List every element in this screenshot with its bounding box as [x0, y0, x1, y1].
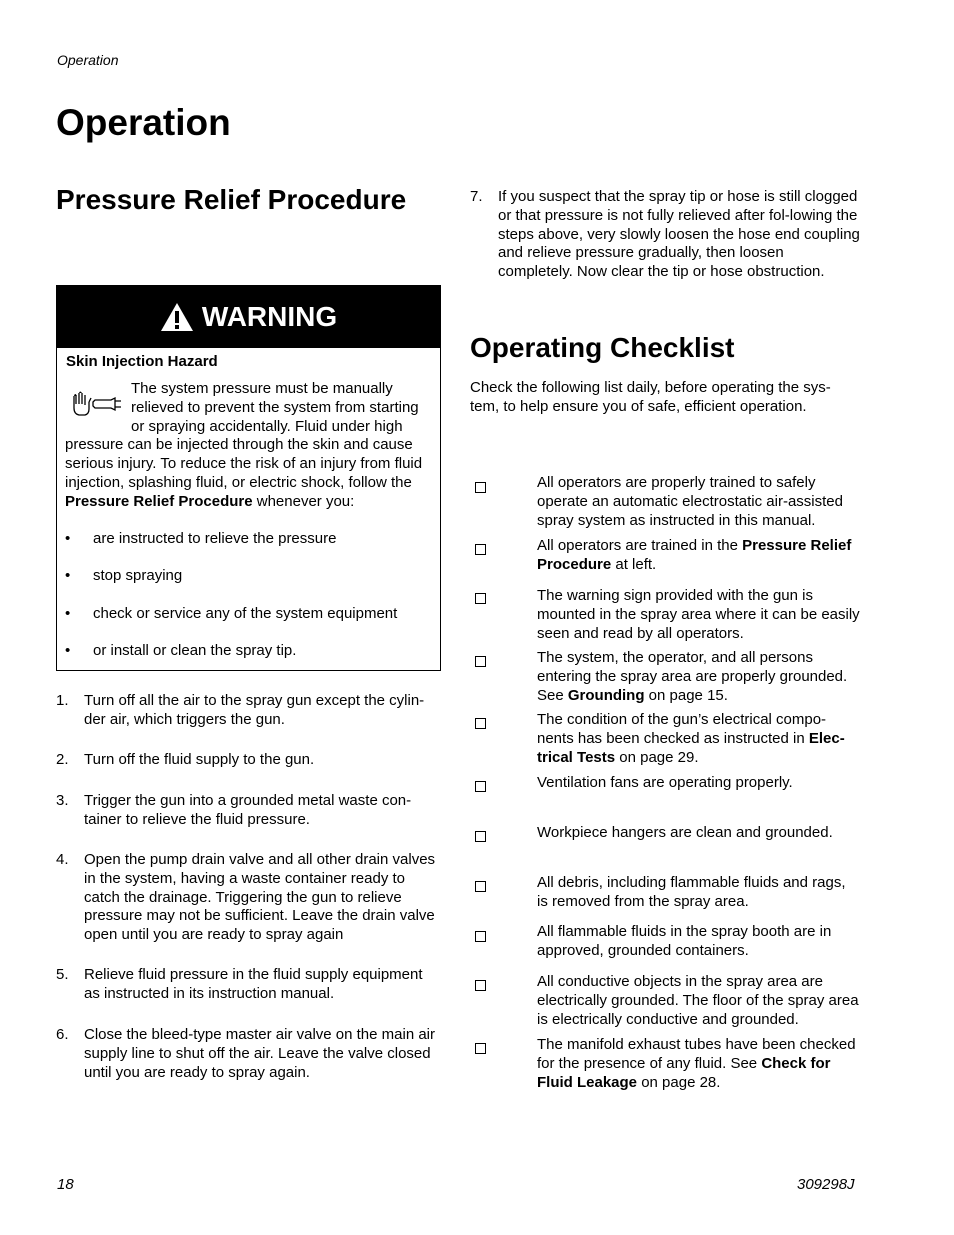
checklist-item: [470, 774, 860, 793]
checkbox[interactable]: [475, 980, 486, 991]
checklist-item-text: The system, the operator, and all persons entering the spray area are properly grounded. See Grounding on page 15.: [537, 649, 848, 704]
checklist-item-text: The warning sign provided with the gun is mounted in the spray area where it can be easily seen and read by all operators.: [537, 587, 860, 642]
list-item: • or install or clean the spray tip.: [65, 642, 297, 660]
warning-triangle-icon: [160, 302, 194, 332]
checkbox[interactable]: [475, 593, 486, 604]
checklist-item: [470, 537, 860, 575]
procedure-step: 7. If you suspect that the spray tip or hose is still clogged or that pressure is not fully relieved after fol-lowing the steps above, very slowly loosen the hose end coupling and relieve pressure gradually, then loosen completely. Now clear the tip or hose obstruction.: [470, 188, 860, 281]
checklist-item: [470, 1036, 860, 1092]
checkbox[interactable]: [475, 656, 486, 667]
bullet-symbol: •: [65, 530, 71, 547]
checkbox[interactable]: [475, 881, 486, 892]
checklist-item: [470, 874, 860, 912]
checklist-item-text: Ventilation fans are operating properly.: [537, 774, 793, 791]
hazard-text-bold: Pressure Relief Procedure: [65, 492, 253, 510]
bullet-symbol: •: [65, 567, 71, 585]
checklist-item-text: All operators are trained in the Pressure Relief Procedure at left.: [537, 537, 852, 573]
list-item: • check or service any of the system equipment: [65, 604, 398, 622]
document-number: 309298J: [797, 1176, 855, 1193]
checklist-item-text: Workpiece hangers are clean and grounded.: [537, 824, 833, 841]
injection-hazard-icon: [65, 384, 123, 424]
checklist-item: [470, 587, 860, 643]
warning-label: WARNING: [201, 301, 338, 332]
list-item: • stop spraying: [65, 567, 183, 585]
checklist-item: [470, 649, 860, 705]
procedure-step: 6. Close the bleed-type master air valve on the main air supply line to shut off the air. Leave the valve closed until you are ready to spray again.: [56, 1026, 436, 1081]
checklist-intro: Check the following list daily, before operating the sys-tem, to help ensure you of safe, efficient operation.: [470, 379, 831, 415]
checklist-item: [470, 923, 860, 961]
checkbox[interactable]: [475, 544, 486, 555]
checkbox[interactable]: [475, 482, 486, 493]
checkbox[interactable]: [475, 931, 486, 942]
checklist-item-text: All conductive objects in the spray area are electrically grounded. The floor of the spray area is electrically conductive and grounded.: [537, 973, 859, 1028]
running-header: Operation: [57, 52, 119, 68]
bullet-symbol: •: [65, 642, 71, 660]
bullet-symbol: •: [65, 604, 71, 622]
section-heading-pressure-relief: Pressure Relief Procedure: [56, 184, 407, 215]
page-title: Operation: [56, 102, 231, 143]
section-heading-operating-checklist: Operating Checklist: [470, 332, 735, 363]
checklist-item-text: All debris, including flammable fluids and rags, is removed from the spray area.: [537, 874, 846, 910]
hazard-title: Skin Injection Hazard: [66, 353, 218, 370]
checklist-item-text: The manifold exhaust tubes have been checked for the presence of any fluid. See Check for Fluid Leakage on page 28.: [537, 1036, 856, 1091]
checklist-item: [470, 824, 860, 843]
checkbox[interactable]: [475, 831, 486, 842]
checkbox[interactable]: [475, 781, 486, 792]
warning-banner: [57, 286, 440, 348]
hazard-bullet-list: [65, 530, 435, 680]
checkbox[interactable]: [475, 1043, 486, 1054]
procedure-step: 5. Relieve fluid pressure in the fluid supply equipment as instructed in its instruction manual.: [56, 966, 423, 1002]
warning-box: [56, 285, 441, 671]
checklist-item: [470, 973, 860, 1029]
page-number: 18: [57, 1176, 74, 1193]
checklist-item: [470, 474, 860, 530]
procedure-step: 3. Trigger the gun into a grounded metal waste con-tainer to relieve the fluid pressure.: [56, 792, 412, 828]
checklist-item: [470, 711, 860, 767]
procedure-step: 4. Open the pump drain valve and all other drain valves in the system, having a waste container ready to catch the drainage. Triggering the gun to relieve pressure may not be sufficient. Leave the drain valve open until you are ready to spray again: [56, 851, 436, 944]
hazard-text: [65, 380, 433, 512]
procedure-step: 2. Turn off the fluid supply to the gun.: [56, 751, 315, 768]
hazard-text-end: whenever you:: [252, 492, 355, 510]
procedure-step: 1. Turn off all the air to the spray gun except the cylin-der air, which triggers the gun.: [56, 692, 425, 728]
checkbox[interactable]: [475, 718, 486, 729]
checklist-item-text: All flammable fluids in the spray booth are in approved, grounded containers.: [537, 923, 832, 959]
list-item: • are instructed to relieve the pressure: [65, 530, 337, 547]
checklist-item-text: All operators are properly trained to safely operate an automatic electrostatic air-assisted spray system as instructed in this manual.: [537, 474, 843, 529]
hazard-text-intro: The system pressure must be manually relieved to prevent the system from starting or spraying accidentally. Fluid under high pressure can be injected through the skin and cause serious injury. To reduce the risk of an injury from fluid injection, splashing fluid, or electric shock, follow the: [65, 380, 423, 491]
checklist-item-text: The condition of the gun’s electrical compo-nents has been checked as instructed in Elec-trical Tests on page 29.: [537, 711, 845, 766]
